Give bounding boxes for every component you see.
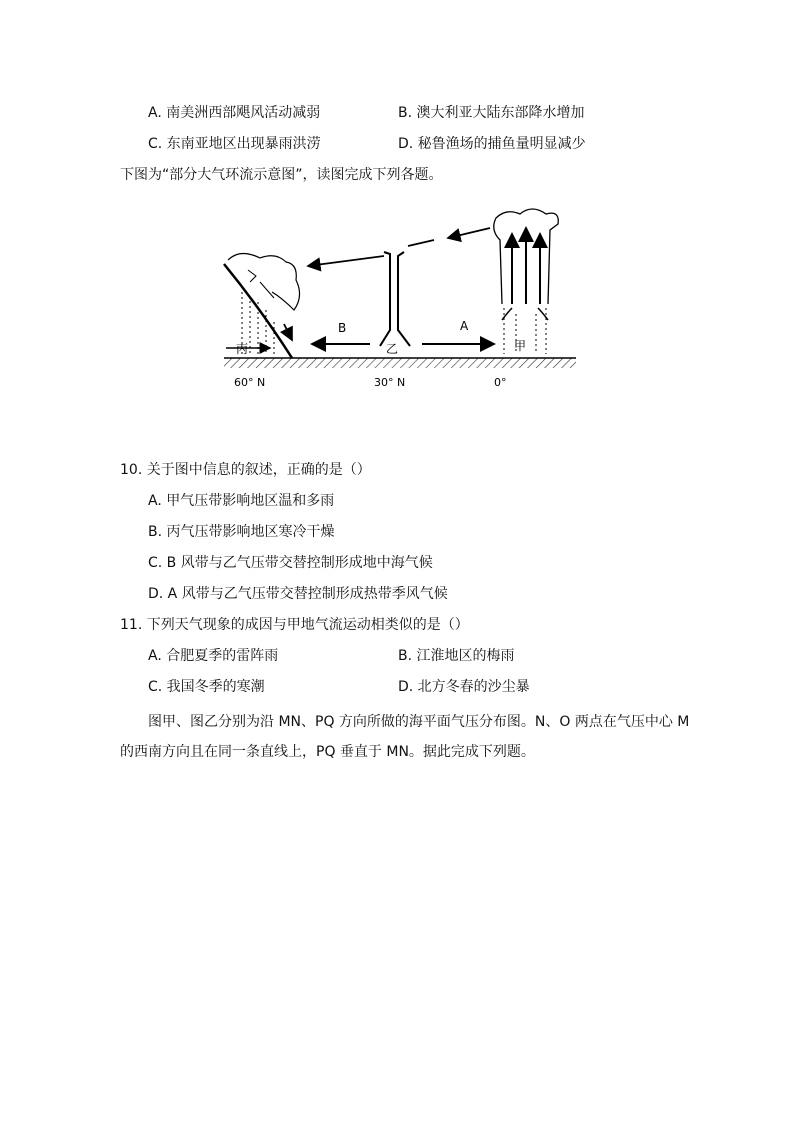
label-pressure-bing: 丙 — [236, 342, 249, 356]
label-wind-b: B — [338, 321, 347, 335]
subtropical-high-descent — [380, 252, 410, 346]
label-wind-a: A — [460, 319, 469, 333]
q9-option-a: A. 南美洲西部飓风活动减弱 — [148, 105, 321, 121]
q9-option-d: D. 秘鲁渔场的捕鱼量明显减少 — [398, 136, 586, 152]
label-pressure-yi: 乙 — [386, 342, 399, 356]
upper-flow-arrow-west — [308, 256, 384, 266]
equatorial-convection — [494, 209, 559, 354]
latitude-60n: 60° N — [234, 376, 266, 389]
q9-option-b: B. 澳大利亚大陆东部降水增加 — [398, 105, 585, 121]
circulation-intro: 下图为“部分大气环流示意图”，读图完成下列各题。 — [120, 167, 443, 183]
q11-option-d: D. 北方冬春的沙尘暴 — [398, 679, 530, 695]
q11-stem: 11. 下列天气现象的成因与甲地气流运动相类似的是（） — [120, 617, 469, 633]
q9-option-c: C. 东南亚地区出现暴雨洪涝 — [148, 136, 321, 152]
q10-option-b: B. 丙气压带影响地区寒冷干燥 — [148, 524, 335, 540]
circulation-diagram — [220, 200, 580, 400]
q10-option-c: C. B 风带与乙气压带交替控制形成地中海气候 — [148, 555, 433, 571]
q10-stem: 10. 关于图中信息的叙述，正确的是（） — [120, 462, 371, 478]
pressure-intro-line-2: 的西南方向且在同一条直线上，PQ 垂直于 MN。据此完成下列题。 — [120, 744, 535, 760]
q10-option-a: A. 甲气压带影响地区温和多雨 — [148, 493, 335, 509]
q11-option-c: C. 我国冬季的寒潮 — [148, 679, 265, 695]
q11-option-b: B. 江淮地区的梅雨 — [398, 648, 515, 664]
upper-flow-arrow-center — [448, 228, 490, 238]
q10-option-d: D. A 风带与乙气压带交替控制形成热带季风气候 — [148, 586, 448, 602]
label-pressure-jia: 甲 — [514, 339, 527, 353]
q11-option-a: A. 合肥夏季的雷阵雨 — [148, 648, 279, 664]
latitude-0: 0° — [494, 376, 507, 389]
latitude-30n: 30° N — [374, 376, 406, 389]
pressure-intro-line-1: 图甲、图乙分别为沿 MN、PQ 方向所做的海平面气压分布图。N、O 两点在气压中心 M — [148, 714, 690, 730]
ground-surface — [224, 358, 576, 368]
